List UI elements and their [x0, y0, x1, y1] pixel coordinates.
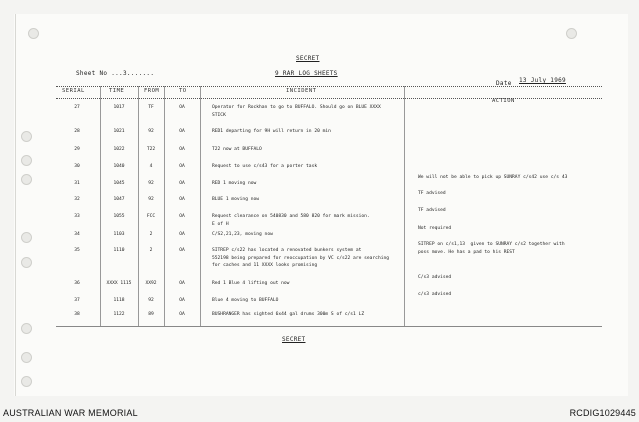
- incident-line: Request to use c/s43 for a porter task: [212, 164, 318, 169]
- date-label: Date: [496, 80, 512, 87]
- to-cell: OA: [179, 214, 185, 219]
- serial-cell: 36: [74, 281, 80, 286]
- action-line: c/s3 advised: [418, 292, 452, 297]
- log-title: 9 RAR LOG SHEETS: [275, 70, 338, 77]
- from-cell: 92: [148, 129, 154, 134]
- incident-line: STICK: [212, 112, 226, 118]
- from-cell: 2: [149, 232, 153, 237]
- time-cell: 1022: [113, 147, 125, 152]
- to-cell: OA: [179, 281, 185, 286]
- col-time: TIME: [109, 88, 125, 94]
- col-to: TO: [179, 88, 187, 94]
- incident-line: Operator for Rockhan to go to BUFFALO. Should go on BLUE XXXX: [212, 105, 381, 110]
- classification-bottom: SECRET: [282, 336, 306, 343]
- time-cell: XXXX 1115: [106, 281, 132, 286]
- from-cell: FCC: [146, 214, 156, 219]
- incident-line: Blue 4 moving to BUFFALO: [212, 298, 279, 303]
- serial-cell: 35: [74, 248, 80, 253]
- sheet-number: Sheet No ...3.......: [76, 70, 155, 77]
- serial-cell: 31: [74, 181, 80, 186]
- action-line: Not required: [418, 226, 452, 231]
- incident-line: T22 now at BUFFALO: [212, 147, 262, 152]
- column-divider: [164, 86, 165, 326]
- table-bottom-rule: [56, 326, 602, 327]
- time-cell: 1047: [113, 197, 125, 202]
- action-line: We will not be able to pick up SUNRAY c/s42 use c/s 43: [418, 175, 568, 180]
- classification-top: SECRET: [296, 55, 320, 62]
- to-cell: OA: [179, 147, 185, 152]
- to-cell: OA: [179, 164, 185, 169]
- punch-hole: [28, 28, 39, 39]
- column-divider: [200, 86, 201, 326]
- serial-cell: 37: [74, 298, 80, 303]
- from-cell: T22: [146, 147, 156, 152]
- col-incident: INCIDENT: [286, 88, 317, 94]
- incident-line: Request clearance on 540830 and 580 820 for mark mission.: [212, 214, 370, 219]
- time-cell: 1103: [113, 232, 125, 237]
- serial-cell: 32: [74, 197, 80, 202]
- punch-hole: [21, 155, 32, 166]
- column-divider: [138, 86, 139, 326]
- time-cell: 1110: [113, 248, 125, 253]
- serial-cell: 30: [74, 164, 80, 169]
- serial-cell: 29: [74, 147, 80, 152]
- punch-hole: [21, 131, 32, 142]
- incident-line: BUSHRANGER has sighted 6x44 gal drums 300m S of c/s1 LZ: [212, 312, 365, 317]
- action-line: poss move. He has a pad to his REST: [418, 249, 515, 255]
- incident-line: E of H: [212, 221, 229, 227]
- serial-cell: 38: [74, 312, 80, 317]
- column-divider: [100, 86, 101, 326]
- time-cell: 1021: [113, 129, 125, 134]
- incident-line: Red 1 Blue 4 lifting out now: [212, 281, 290, 286]
- incident-line: C/S2,21,23, moving now: [212, 232, 273, 237]
- serial-cell: 34: [74, 232, 80, 237]
- punch-hole: [21, 352, 32, 363]
- serial-cell: 33: [74, 214, 80, 219]
- from-cell: 92: [148, 298, 154, 303]
- incident-line: RED1 departing for 9H will return in 20 min: [212, 129, 331, 134]
- time-cell: 1055: [113, 214, 125, 219]
- punch-hole: [21, 323, 32, 334]
- institution-credit: AUSTRALIAN WAR MEMORIAL: [3, 408, 138, 418]
- col-serial: SERIAL: [62, 88, 85, 94]
- time-cell: 1017: [113, 105, 125, 110]
- incident-line: RED 1 moving now: [212, 181, 257, 186]
- from-cell: 89: [148, 312, 154, 317]
- punch-hole: [21, 174, 32, 185]
- punch-hole: [566, 28, 577, 39]
- incident-line: 552198 being prepared for reoccupation by VC c/s22 are searching: [212, 255, 390, 261]
- time-cell: 1045: [113, 181, 125, 186]
- incident-line: BLUE 1 moving now: [212, 197, 260, 202]
- to-cell: OA: [179, 232, 185, 237]
- incident-line: for caches and 11 XXXX looks promising: [212, 263, 318, 268]
- from-cell: 92: [148, 197, 154, 202]
- to-cell: OA: [179, 298, 185, 303]
- column-divider: [404, 86, 405, 326]
- punch-hole: [21, 257, 32, 268]
- col-action: ACTION: [492, 98, 515, 104]
- time-cell: 1118: [113, 298, 125, 303]
- binding-edge: [15, 14, 16, 396]
- to-cell: OA: [179, 312, 185, 317]
- from-cell: 4: [149, 164, 153, 169]
- action-line: TF advised: [418, 208, 446, 213]
- action-line: TF advised: [418, 191, 446, 196]
- from-cell: 2: [149, 248, 153, 253]
- to-cell: OA: [179, 248, 185, 253]
- from-cell: 92: [148, 181, 154, 186]
- catalogue-id: RCDIG1029445: [569, 408, 636, 418]
- date-value: 13 July 1969: [519, 77, 566, 84]
- to-cell: OA: [179, 181, 185, 186]
- col-from: FROM: [144, 88, 160, 94]
- from-cell: TF: [148, 105, 154, 110]
- to-cell: OA: [179, 197, 185, 202]
- serial-cell: 28: [74, 129, 80, 134]
- action-line: SITREP on c/s1,13 given to SUNRAY c/s2 together with: [418, 242, 565, 247]
- punch-hole: [21, 376, 32, 387]
- action-line: C/s3 advised: [418, 275, 452, 280]
- time-cell: 1040: [113, 164, 125, 169]
- serial-cell: 27: [74, 105, 80, 110]
- punch-hole: [21, 232, 32, 243]
- to-cell: OA: [179, 105, 185, 110]
- time-cell: 1122: [113, 312, 125, 317]
- log-sheet: [14, 14, 628, 396]
- from-cell: XX92: [145, 281, 157, 286]
- incident-line: SITREP c/s22 has located a renovated bunkers system at: [212, 248, 362, 253]
- to-cell: OA: [179, 129, 185, 134]
